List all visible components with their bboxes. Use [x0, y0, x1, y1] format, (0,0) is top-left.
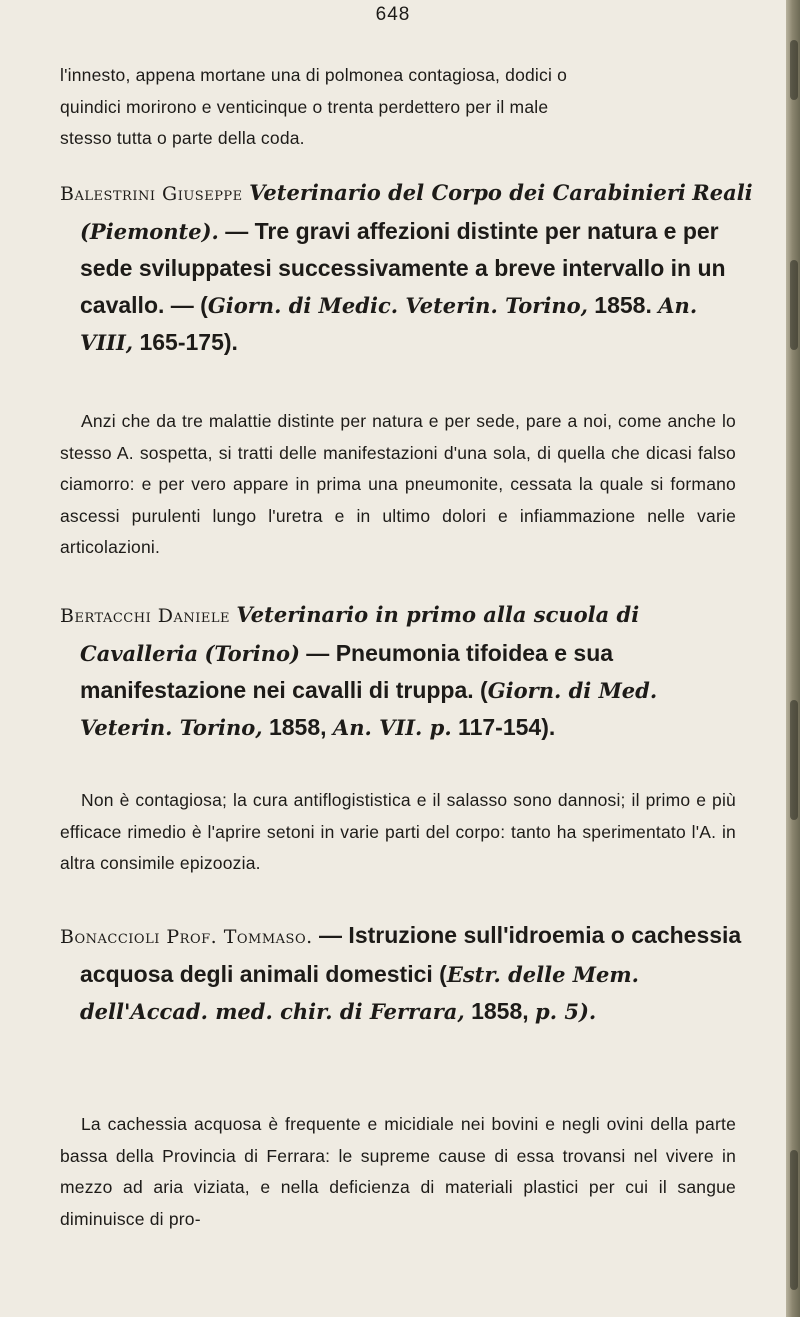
entry-role: Veterinario del Corpo dei Carabinieri — [249, 180, 686, 205]
entry-year: 1858, — [464, 998, 536, 1024]
entry-title: — Tre gravi affezioni distinte per natura e per sede sviluppatesi successivamente a breve intervallo in un cavallo. — ( — [80, 218, 726, 318]
abstract-bonaccioli: La cachessia acquosa è frequente e micidiale nei bovini e negli ovini della parte bassa della Provincia di Ferrara: le supreme cause di essa trovansi nel vivere in mezzo ad aria viziata, e nella deficienza di materiali plastici per cui il sangue diminuisce di pro- — [60, 1114, 736, 1229]
entry-place: (Torino) — [204, 641, 300, 666]
page-edge-shadow — [786, 0, 800, 1317]
edge-stain — [790, 40, 798, 100]
text-line: quindici morirono e venticinque o trenta perdettero per il male — [60, 96, 549, 117]
entry-title: — Pneumonia tifoidea e sua manifestazione nei cavalli di truppa. ( — [80, 640, 614, 703]
entry-title: — Istruzione sull'idroemia o cachessia acquosa degli animali domestici ( — [80, 922, 742, 987]
edge-stain — [790, 260, 798, 350]
entry-place: (Piemonte). — [80, 219, 219, 244]
entry-author: Bonaccioli Prof. Tommaso. — [60, 926, 313, 948]
bibliography-entry-balestrini — [60, 174, 756, 361]
entry-journal: Estr. delle Mem. dell'Accad. med. chir. di Ferrara, — [80, 962, 639, 1024]
entry-pages: p. 5). — [535, 999, 597, 1024]
entry-author: Bertacchi Daniele — [60, 605, 231, 627]
entry-annata: An. VII. p. — [332, 715, 452, 740]
abstract-bertacchi: Non è contagiosa; la cura antiflogististica e il salasso sono dannosi; il primo e più efficace rimedio è l'aprire setoni in varie parti del corpo: tanto ha sperimentato l'A. in altra consimile epizoozia. — [60, 790, 736, 873]
continuation-paragraph — [60, 60, 736, 155]
entry-journal: Giorn. di Medic. Veterin. Torino, — [207, 293, 588, 318]
text-line: l'innesto, appena mortane una di polmonea contagiosa, dodici o — [60, 65, 568, 85]
entry-year: 1858, — [262, 714, 333, 740]
entry-author: Balestrini Giuseppe — [60, 183, 243, 205]
entry-annata: An. VIII, — [80, 293, 698, 355]
entry-pages: 117-154). — [451, 714, 556, 740]
page-number: 648 — [375, 4, 411, 25]
abstract-balestrini: Anzi che da tre malattie distinte per natura e per sede, pare a noi, come anche lo stesso A. sospetta, si tratti delle manifestazioni d'una sola, di quella che dicasi falso ciamorro: e per vero appare in prima una pneumonite, cessata la quale si formano ascessi purulenti lungo l'uretra e in ultimo dolori e infiammazione nelle varie articolazioni. — [60, 411, 736, 557]
text-line: stesso tutta o parte della coda. — [60, 128, 305, 148]
edge-stain — [790, 700, 798, 820]
entry-journal: Giorn. di Med. Veterin. Torino, — [80, 678, 658, 740]
entry-pages: 165-175). — [133, 329, 238, 355]
bibliography-entry-bonaccioli — [60, 917, 756, 1030]
entry-year: 1858. — [587, 292, 659, 318]
entry-role: Veterinario in primo alla scuola di Cavalleria — [80, 602, 640, 666]
entry-role-2: Reali — [692, 180, 753, 205]
bibliography-entry-bertacchi — [60, 596, 756, 746]
edge-stain — [790, 1150, 798, 1290]
